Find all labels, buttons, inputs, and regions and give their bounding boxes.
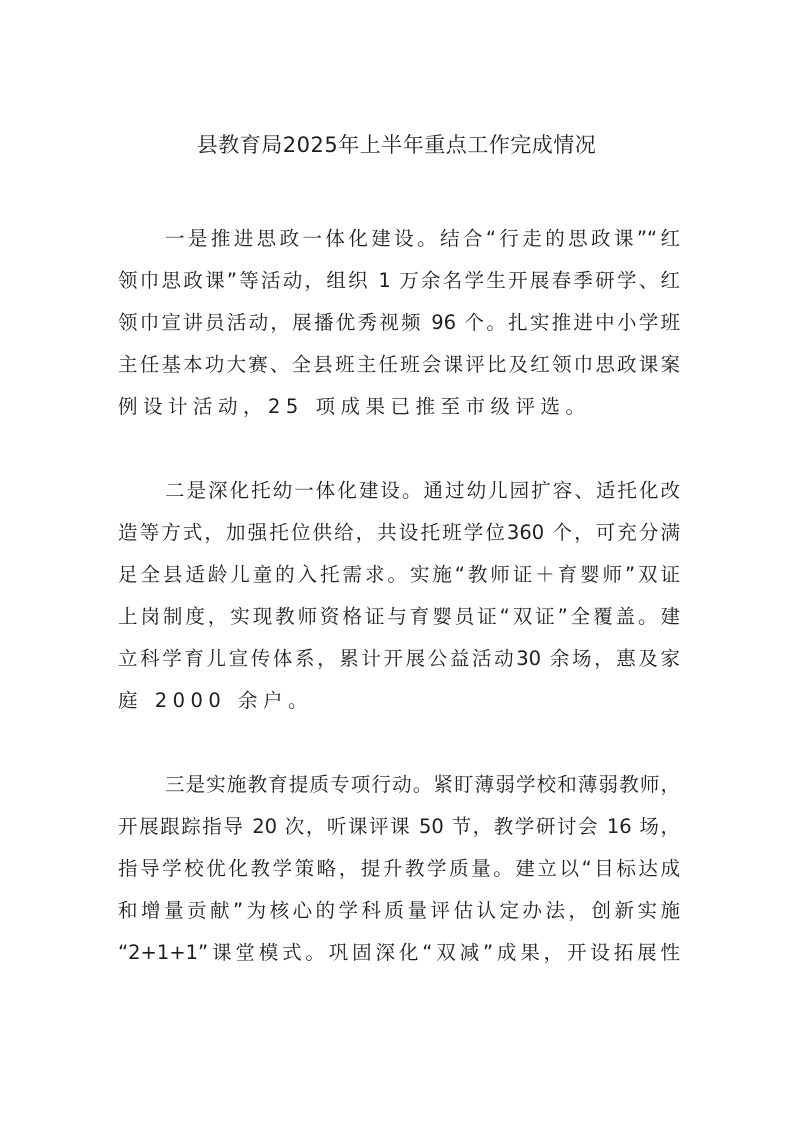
text-line: 足全县适龄儿童的入托需求。实施“教师证＋育婴师”双证 — [118, 563, 680, 586]
text-line: 主任基本功大赛、全县班主任班会课评比及红领巾思政课案 — [118, 353, 680, 376]
text-line: 二是深化托幼一体化建设。通过幼儿园扩容、适托化改 — [165, 479, 680, 502]
text-line: 开展跟踪指导 20 次，听课评课 50 节，教学研讨会 16 场， — [118, 815, 680, 838]
text-line: 一是推进思政一体化建设。结合“行走的思政课”“红 — [165, 227, 680, 250]
text-line: 上岗制度，实现教师资格证与育婴员证“双证”全覆盖。建 — [118, 605, 680, 628]
text-line: 三是实施教育提质专项行动。紧盯薄弱学校和薄弱教师， — [165, 773, 680, 796]
text-line: 和增量贡献”为核心的学科质量评估认定办法，创新实施 — [118, 899, 680, 922]
paragraph-2 — [118, 470, 680, 722]
paragraph-1 — [118, 218, 680, 428]
document-title: 县教育局2025年上半年重点工作完成情况 — [196, 133, 597, 157]
paragraph-3 — [118, 764, 680, 974]
document-body — [118, 218, 680, 1016]
text-line: “2+1+1”课堂模式。巩固深化“双减”成果，开设拓展性 — [118, 941, 680, 964]
text-line: 立科学育儿宣传体系，累计开展公益活动30 余场，惠及家 — [118, 647, 680, 670]
text-line: 领巾思政课”等活动，组织 1 万余名学生开展春季研学、红 — [118, 269, 680, 292]
text-line: 造等方式，加强托位供给，共设托班学位360 个，可充分满 — [118, 521, 680, 544]
text-line: 指导学校优化教学策略，提升教学质量。建立以“目标达成 — [118, 857, 680, 880]
text-line: 领巾宣讲员活动，展播优秀视频 96 个。扎实推进中小学班 — [118, 311, 680, 334]
text-line: 例设计活动，25 项成果已推至市级评选。 — [118, 395, 591, 418]
text-line: 庭 2000 余户。 — [118, 689, 314, 712]
